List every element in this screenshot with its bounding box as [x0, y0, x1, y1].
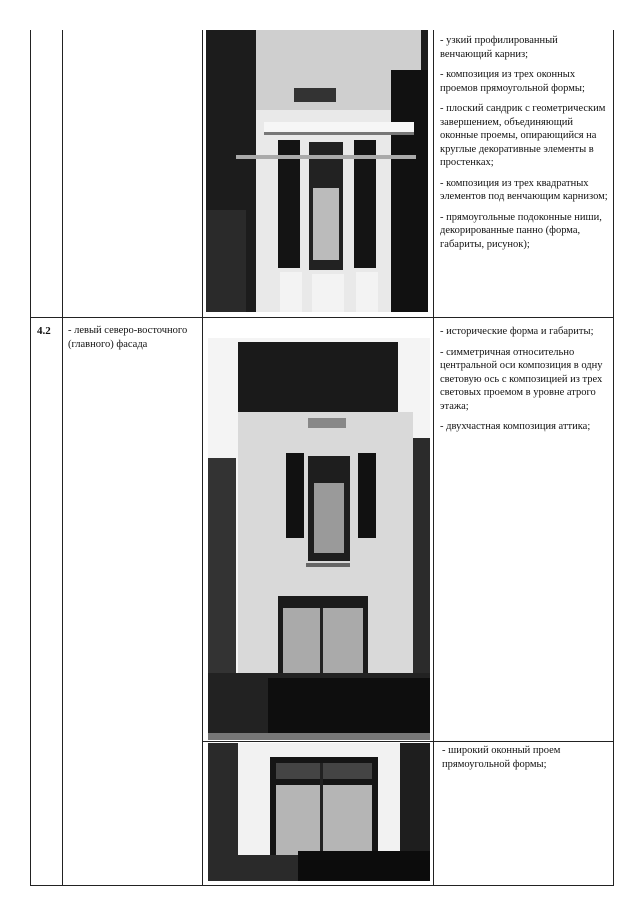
- facade-photo-main: [208, 338, 430, 740]
- table-border-left: [30, 30, 31, 885]
- photo-divider: [202, 741, 614, 742]
- feature-item: - широкий оконный проем прямоугольной формы;: [442, 745, 561, 770]
- facade-photo-upper: [206, 30, 428, 312]
- feature-item: - симметричная относительно центральной оси композиция в одну световую ось с композицией из трех световых проемом в уровне атрого этажа;: [440, 346, 603, 412]
- row-number: 4.2: [37, 325, 51, 337]
- column-divider-1: [62, 30, 63, 885]
- table-border-right: [613, 30, 614, 885]
- features-list: [442, 744, 608, 778]
- feature-item: - плоский сандрик с геометрическим завершением, объединяющий оконные проемы, опирающийся на круглые декоративные элементы в простенках;: [440, 103, 606, 168]
- column-divider-3: [433, 30, 434, 885]
- feature-item: - композиция из трех оконных проемов прямоугольной формы;: [440, 69, 585, 94]
- element-name: - левый северо-восточного (главного) фасада: [68, 325, 188, 350]
- feature-item: - композиция из трех квадратных элементов под венчающим карнизом;: [440, 177, 608, 202]
- features-list: [440, 325, 608, 441]
- feature-item: - двухчастная композиция аттика;: [440, 421, 591, 432]
- feature-item: - исторические форма и габариты;: [440, 326, 594, 337]
- column-divider-2: [202, 30, 203, 885]
- table-row-divider-1: [30, 317, 614, 318]
- table-border-bottom: [30, 885, 614, 886]
- features-list: [440, 34, 608, 258]
- feature-item: - узкий профилированный венчающий карниз;: [440, 35, 558, 60]
- feature-item: - прямоугольные подоконные ниши, декорированные панно (форма, габариты, рисунок);: [440, 211, 602, 250]
- facade-photo-window: [208, 743, 430, 881]
